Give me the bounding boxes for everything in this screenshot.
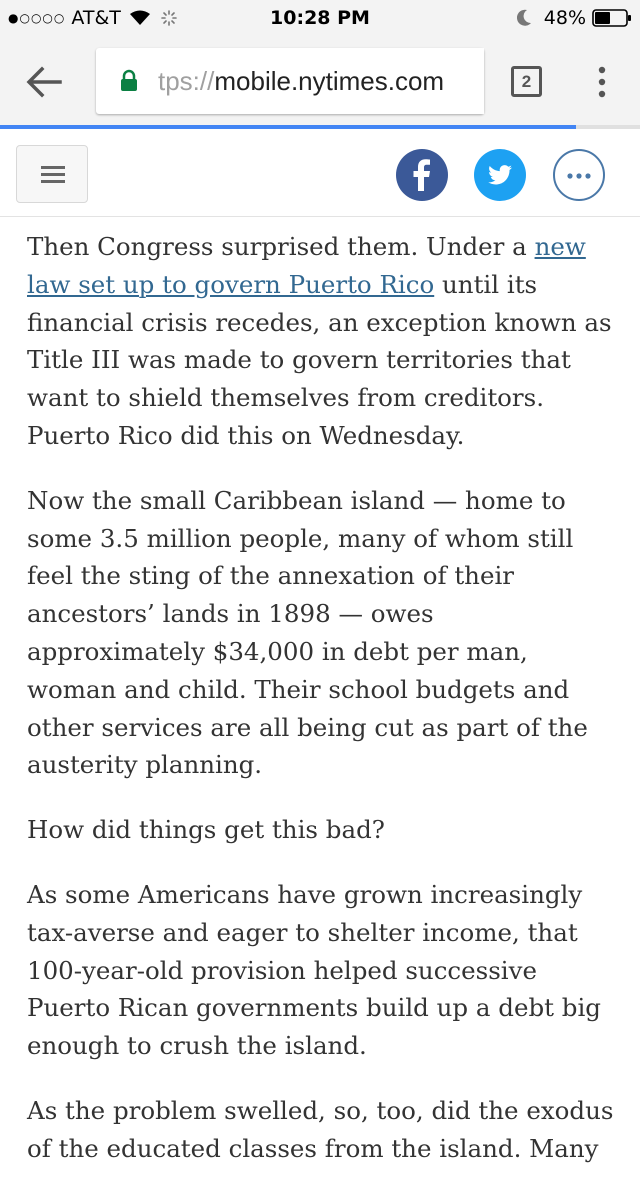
paragraph-1-tail: until its financial crisis recedes, an exception known as Title III was made to govern territories that want to shield themselves from creditors. Puerto Rico did this on Wednesday. — [27, 269, 612, 450]
signal-strength: ●○○○○ — [8, 11, 66, 25]
article-body — [27, 228, 617, 1195]
twitter-share-button[interactable] — [474, 149, 526, 201]
more-options-icon — [555, 151, 603, 199]
url-scheme: tps:// — [158, 66, 215, 96]
status-bar — [0, 0, 640, 36]
paragraph-4: As some Americans have grown increasingly tax-averse and eager to shelter income, that 100-year-old provision helped successive Puerto Rican governments build up a debt big enough to crush the island. — [27, 879, 601, 1061]
url-text — [158, 66, 444, 97]
battery-icon — [592, 9, 632, 27]
url-fade — [444, 48, 484, 114]
tab-switcher-button[interactable]: 2 — [511, 66, 542, 97]
facebook-icon — [396, 149, 448, 201]
status-time: 10:28 PM — [270, 7, 370, 29]
back-arrow-icon[interactable] — [24, 64, 64, 100]
battery-percent: 48% — [543, 7, 586, 29]
address-bar[interactable] — [96, 48, 484, 114]
hamburger-menu-button[interactable] — [16, 145, 88, 203]
overflow-menu-icon[interactable] — [590, 64, 614, 100]
paragraph-5: As the problem swelled, so, too, did the exodus of the educated classes from the island. Many — [27, 1095, 614, 1163]
facebook-share-button[interactable] — [396, 149, 448, 201]
paragraph-1-lead: Then Congress surprised them. Under a — [27, 232, 535, 261]
moon-icon — [516, 9, 532, 27]
carrier-name: AT&T — [71, 7, 121, 29]
twitter-icon — [474, 149, 526, 201]
lock-icon — [120, 70, 138, 92]
status-right — [516, 7, 632, 29]
browser-toolbar — [0, 36, 640, 128]
more-share-options-button[interactable] — [553, 149, 605, 201]
paragraph-2: Now the small Caribbean island — home to some 3.5 million people, many of whom still feel the sting of the annexation of their ancestors’ lands in 1898 — owes approximately $34,000 in debt per man, woman and child. Their school budgets and other services are all being cut as part of the austerity planning. — [27, 485, 588, 780]
url-host: mobile.nytimes.com — [214, 66, 445, 96]
paragraph-3: How did things get this bad? — [27, 815, 385, 845]
site-header — [0, 129, 640, 217]
new-law-link[interactable]: new law set up to govern Puerto Rico — [27, 232, 586, 299]
paragraph-1 — [27, 228, 617, 455]
